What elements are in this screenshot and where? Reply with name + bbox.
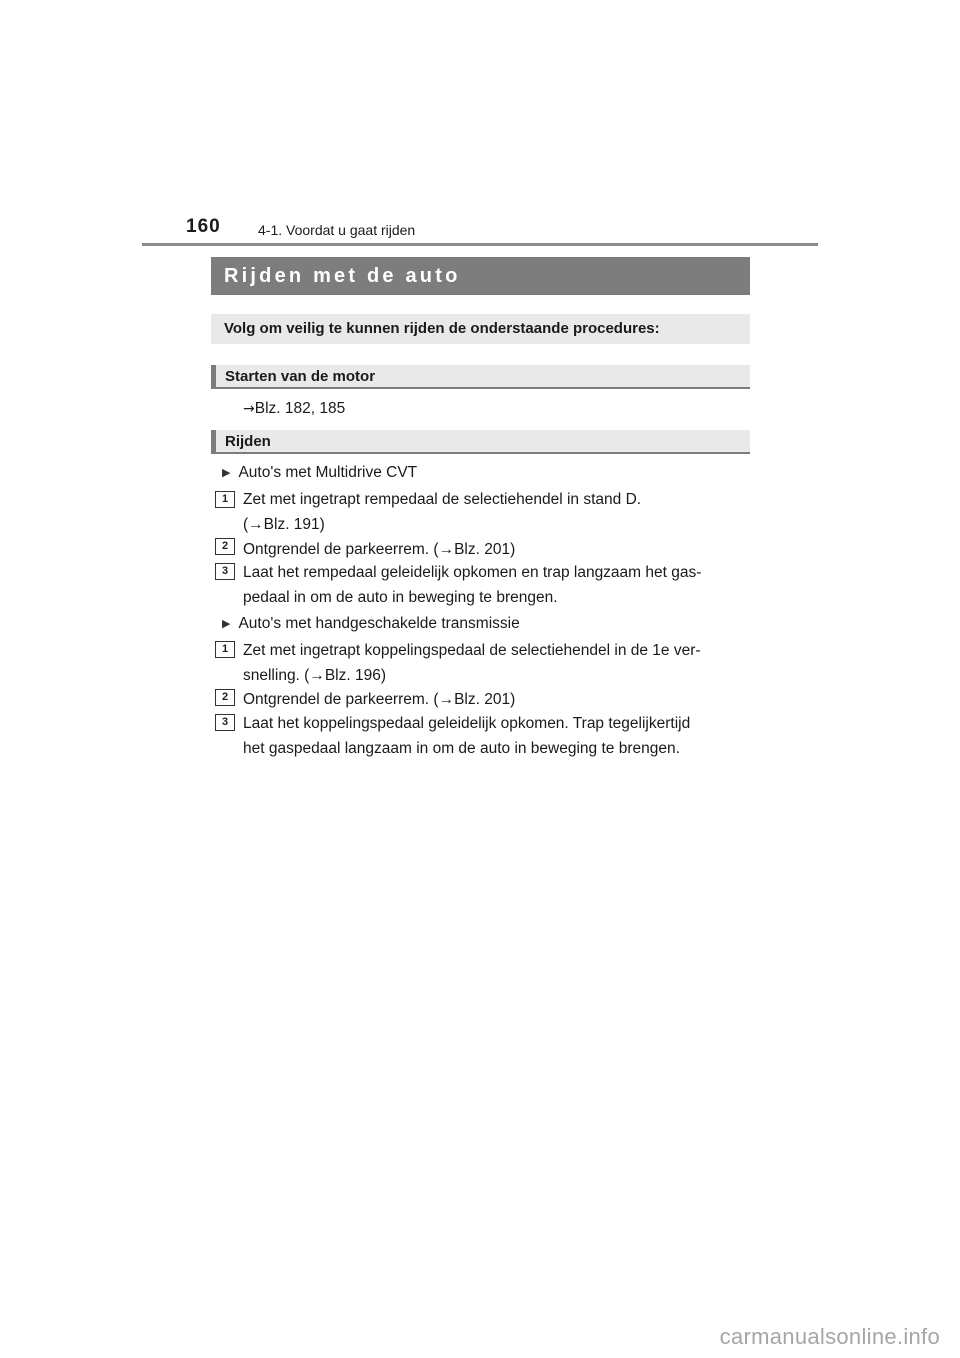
subheading-driving: Rijden xyxy=(211,430,750,454)
section-path: 4-1. Voordat u gaat rijden xyxy=(258,222,416,238)
step-line: Zet met ingetrapt rempedaal de selectiehendel in stand D. xyxy=(243,491,642,508)
step-text xyxy=(243,560,749,610)
step-badge: 1 xyxy=(215,491,235,508)
step-line: Ontgrendel de parkeerrem. (→Blz. 201) xyxy=(243,541,516,558)
group-label-manual xyxy=(222,612,520,636)
step-line: Ontgrendel de parkeerrem. (→Blz. 201) xyxy=(243,691,516,708)
step-line: Zet met ingetrapt koppelingspedaal de selectiehendel in de 1e ver- xyxy=(243,642,701,659)
step-line: (→Blz. 191) xyxy=(243,516,325,533)
group-label-text: Auto's met handgeschakelde transmissie xyxy=(238,615,520,632)
group-label-text: Auto's met Multidrive CVT xyxy=(238,464,418,481)
arrow-right-icon: → xyxy=(243,401,255,417)
watermark: carmanualsonline.info xyxy=(719,1324,940,1349)
step-text xyxy=(243,638,749,688)
step-line: snelling. (→Blz. 196) xyxy=(243,667,387,684)
step-text xyxy=(243,687,749,712)
step-badge: 3 xyxy=(215,563,235,580)
starting-reference-text: Blz. 182, 185 xyxy=(254,400,346,417)
page-title: Rijden met de auto xyxy=(211,257,750,295)
step-text xyxy=(243,537,749,562)
step-badge: 2 xyxy=(215,538,235,555)
step-text xyxy=(243,487,749,537)
step-text xyxy=(243,711,749,761)
step-line: Laat het koppelingspedaal geleidelijk opkomen. Trap tegelijkertijd xyxy=(243,715,691,732)
step-badge: 1 xyxy=(215,641,235,658)
header-divider xyxy=(142,243,818,246)
step-line: Laat het rempedaal geleidelijk opkomen en trap langzaam het gas- xyxy=(243,564,702,581)
triangle-bullet-icon: ▶ xyxy=(222,467,231,479)
step-badge: 3 xyxy=(215,714,235,731)
page-number: 160 xyxy=(186,216,221,237)
starting-reference xyxy=(243,397,345,421)
triangle-bullet-icon: ▶ xyxy=(222,618,231,630)
intro-text: Volg om veilig te kunnen rijden de onderstaande procedures: xyxy=(211,314,750,344)
subheading-starting-engine: Starten van de motor xyxy=(211,365,750,389)
step-line: het gaspedaal langzaam in om de auto in beweging te brengen. xyxy=(243,740,680,757)
step-badge: 2 xyxy=(215,689,235,706)
step-line: pedaal in om de auto in beweging te brengen. xyxy=(243,589,558,606)
group-label-cvt xyxy=(222,461,417,485)
